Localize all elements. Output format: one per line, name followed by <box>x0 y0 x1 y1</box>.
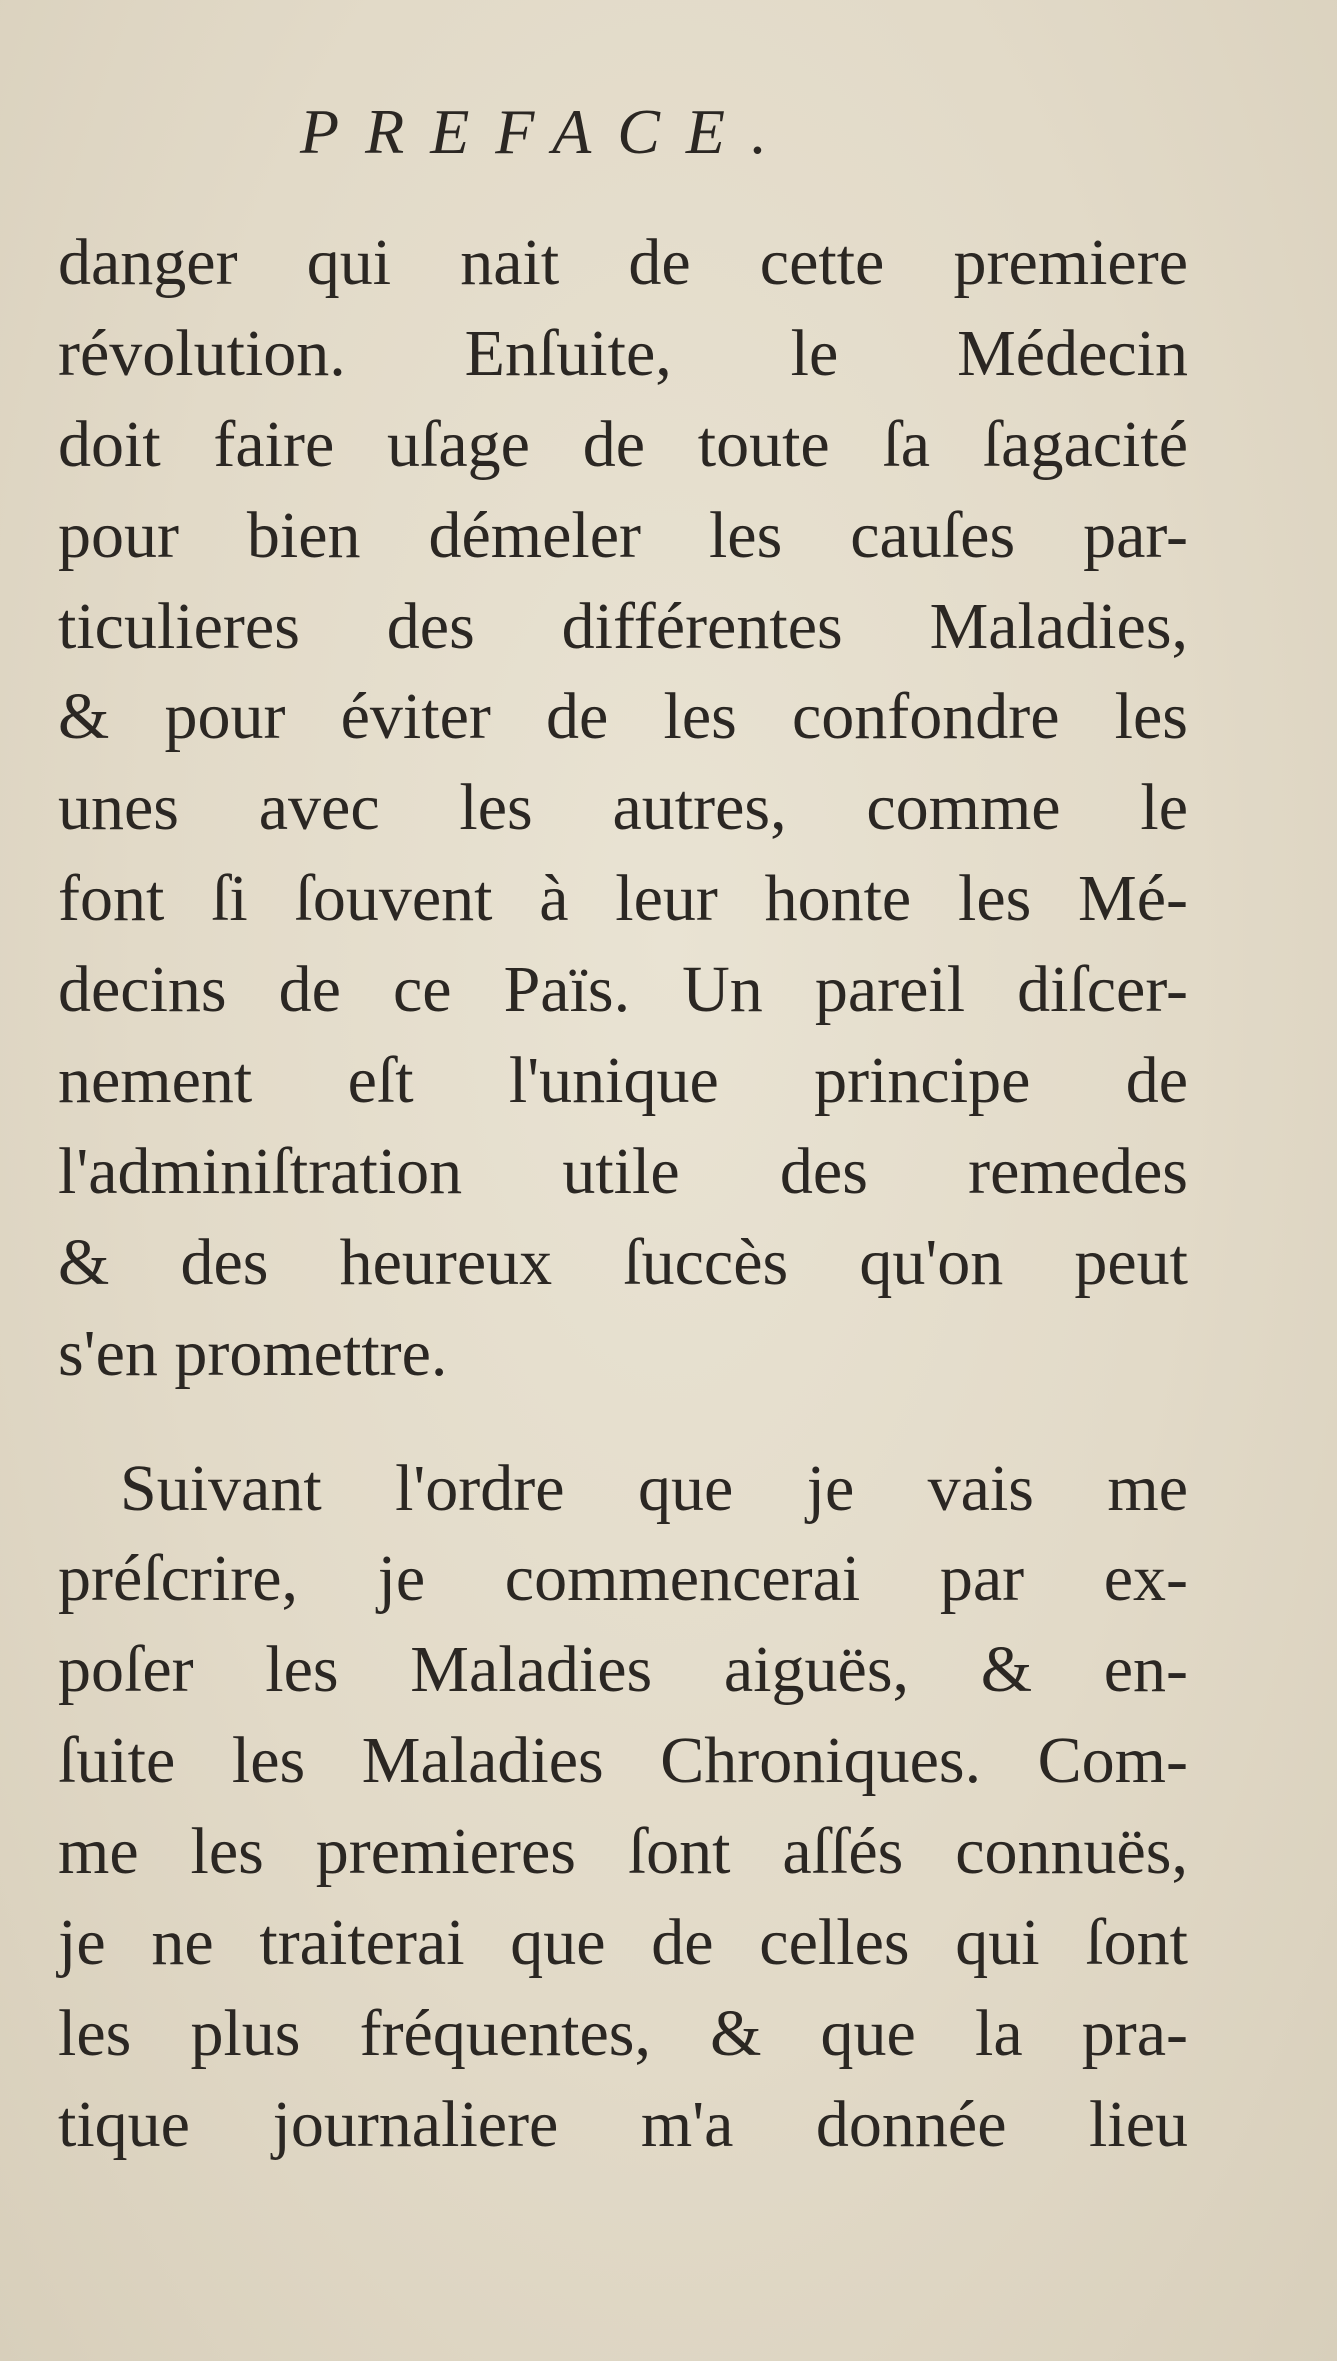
text-line: poſer les Maladies aiguës, & en- <box>58 1633 1188 1707</box>
text-line: je ne traiterai que de celles qui ſont <box>58 1906 1188 1980</box>
text-line: font ſi ſouvent à leur honte les Mé- <box>58 862 1188 936</box>
paragraph-gap <box>58 1400 1188 1444</box>
paragraph <box>58 1444 1188 2171</box>
text-line: tique journaliere m'a donnée lieu <box>58 2087 1188 2161</box>
text-line: ſuite les Maladies Chroniques. Com- <box>58 1724 1188 1798</box>
text-line: les plus fréquentes, & que la pra- <box>58 1996 1188 2070</box>
body-text <box>58 218 1188 2171</box>
text-line: nement eſt l'unique principe de <box>58 1044 1188 1118</box>
text-line: l'adminiſtration utile des remedes <box>58 1134 1188 1208</box>
text-line: me les premieres ſont aſſés connuës, <box>58 1815 1188 1889</box>
text-line: révolution. Enſuite, le Médecin <box>58 316 1188 390</box>
paragraph <box>58 218 1188 1400</box>
text-line: préſcrire, je commencerai par ex- <box>58 1542 1188 1616</box>
text-line: ticulieres des différentes Maladies, <box>58 589 1188 663</box>
text-line: danger qui nait de cette premiere <box>58 226 1188 299</box>
text-line: s'en promettre. <box>58 1316 448 1390</box>
text-line: unes avec les autres, comme le <box>58 771 1188 845</box>
text-line: decins de ce Païs. Un pareil diſcer- <box>58 953 1188 1027</box>
text-line: pour bien démeler les cauſes par- <box>58 498 1188 572</box>
running-head: PREFACE. <box>300 96 793 167</box>
text-line: & pour éviter de les confondre les <box>58 680 1188 754</box>
text-line: Suivant l'ordre que je vais me <box>120 1451 1188 1525</box>
text-line: & des heureux ſuccès qu'on peut <box>58 1225 1188 1299</box>
text-line: doit faire uſage de toute ſa ſagacité <box>58 407 1188 481</box>
